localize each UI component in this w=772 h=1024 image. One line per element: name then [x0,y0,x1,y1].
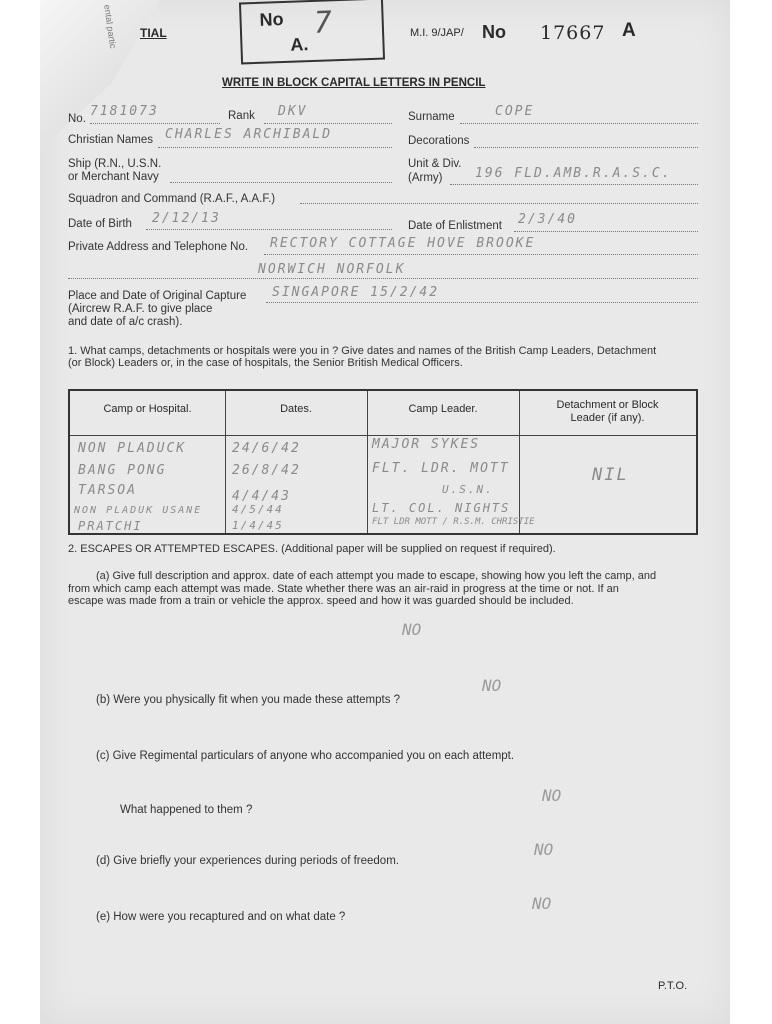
unit-value: 196 FLD.AMB.R.A.S.C. [475,166,672,181]
section2-title: 2. ESCAPES OR ATTEMPTED ESCAPES. (Additional paper will be supplied on request if required). [68,543,556,555]
table-row-camp: BANG PONG [78,463,167,478]
rank-value: DKV [278,104,308,119]
rank-label: Rank [228,110,255,122]
question-d: (d) Give briefly your experiences during periods of freedom. [96,855,399,867]
table-row-camp: PRATCHI [78,519,143,533]
enlist-label: Date of Enlistment [408,220,502,232]
classification-partial: TIAL [140,26,167,40]
question-a-line-1: (a) Give full description and approx. date of each attempt you made to escape, showing how you left the camp, and [96,570,657,582]
col-leader: Camp Leader. [408,403,478,415]
table-row-leader: U.S.N. [442,483,494,496]
answer-e: NO [532,894,552,913]
table-row-camp: NON PLADUK USANE [74,505,203,516]
question-c: (c) Give Regimental particulars of anyone who accompanied you on each attempt. [96,750,515,762]
enlist-value: 2/3/40 [518,212,577,227]
table-row-date: 26/8/42 [232,463,301,478]
serial-number: 17667 [540,22,606,44]
question-a-line-2: from which camp each attempt was made. State whether there was an air-raid in progress at the time or not. If an [68,583,619,595]
table-row-leader: MAJOR SYKES [372,437,481,452]
table-row-date: 1/4/45 [232,519,284,532]
stamp-no: No [259,8,284,30]
capture-label-1: Place and Date of Original Capture [68,290,247,302]
table-row-camp: NON PLADUCK [78,441,187,456]
table-row-camp: TARSOA [78,483,137,498]
answer-c: NO [542,786,562,805]
christian-value: CHARLES ARCHIBALD [165,127,333,142]
instruction-heading: WRITE IN BLOCK CAPITAL LETTERS IN PENCIL [222,77,486,89]
ship-label-2: or Merchant Navy [68,171,159,183]
question-c-sub: What happened to them ? [120,804,253,816]
address-label: Private Address and Telephone No. [68,241,249,253]
col-detachment: Detachment or Block [556,399,659,411]
stamp-letter: A. [290,34,309,55]
serial-suffix: A [622,20,636,41]
christian-label: Christian Names [68,134,153,146]
table-row-leader: FLT LDR MOTT / R.S.M. CHRISTIE [372,517,535,527]
address-value-1: RECTORY COTTAGE HOVE BROOKE [270,236,536,251]
surname-label: Surname [408,111,455,123]
detachment-value: NIL [592,465,629,485]
no-label: No. [68,113,86,125]
col-dates: Dates. [280,403,312,415]
capture-label-3: and date of a/c crash). [68,316,183,328]
answer-b: NO [482,676,502,695]
pto-label: P.T.O. [658,980,688,992]
table-row-date: 4/4/43 [232,489,291,504]
capture-label-2: (Aircrew R.A.F. to give place [68,303,213,315]
stamp-box [239,0,385,64]
question-e: (e) How were you recaptured and on what date ? [96,911,346,923]
answer-a: NO [402,620,422,639]
table-row-date: 4/5/44 [232,503,284,516]
capture-value: SINGAPORE 15/2/42 [272,285,440,300]
no-value: 7181073 [90,104,159,119]
serial-prefix: No [482,22,506,42]
table-row-date: 24/6/42 [232,441,301,456]
decorations-label: Decorations [408,135,470,147]
camps-table [68,389,698,535]
table-row-leader: LT. COL. NIGHTS [372,501,511,515]
section1-question-1: 1. What camps, detachments or hospitals were you in ? Give dates and names of the British Camp Leaders, Detachment [68,345,657,357]
unit-label-1: Unit & Div. [408,158,462,170]
ship-label-1: Ship (R.N., U.S.N. [68,158,162,170]
dob-value: 2/12/13 [152,211,221,226]
question-b: (b) Were you physically fit when you made these attempts ? [96,694,401,706]
squadron-label: Squadron and Command (R.A.F., A.A.F.) [68,193,276,205]
unit-label-2: (Army) [408,172,443,184]
surname-value: COPE [495,104,535,119]
address-value-2: NORWICH NORFOLK [258,262,406,277]
col-detachment-2: Leader (if any). [570,412,645,424]
fold-text: ental partic [102,4,119,49]
dob-label: Date of Birth [68,218,132,230]
table-row-leader: FLT. LDR. MOTT [372,461,510,476]
col-camp: Camp or Hospital. [103,403,192,415]
stamp-number: 7 [313,5,335,41]
section1-question-2: (or Block) Leaders or, in the case of hospitals, the Senior British Medical Officers. [68,357,463,369]
form-ref: M.I. 9/JAP/ [410,27,464,39]
answer-d: NO [534,840,554,859]
question-a-line-3: escape was made from a train or vehicle the approx. speed and how it was guarded should be included. [68,595,574,607]
